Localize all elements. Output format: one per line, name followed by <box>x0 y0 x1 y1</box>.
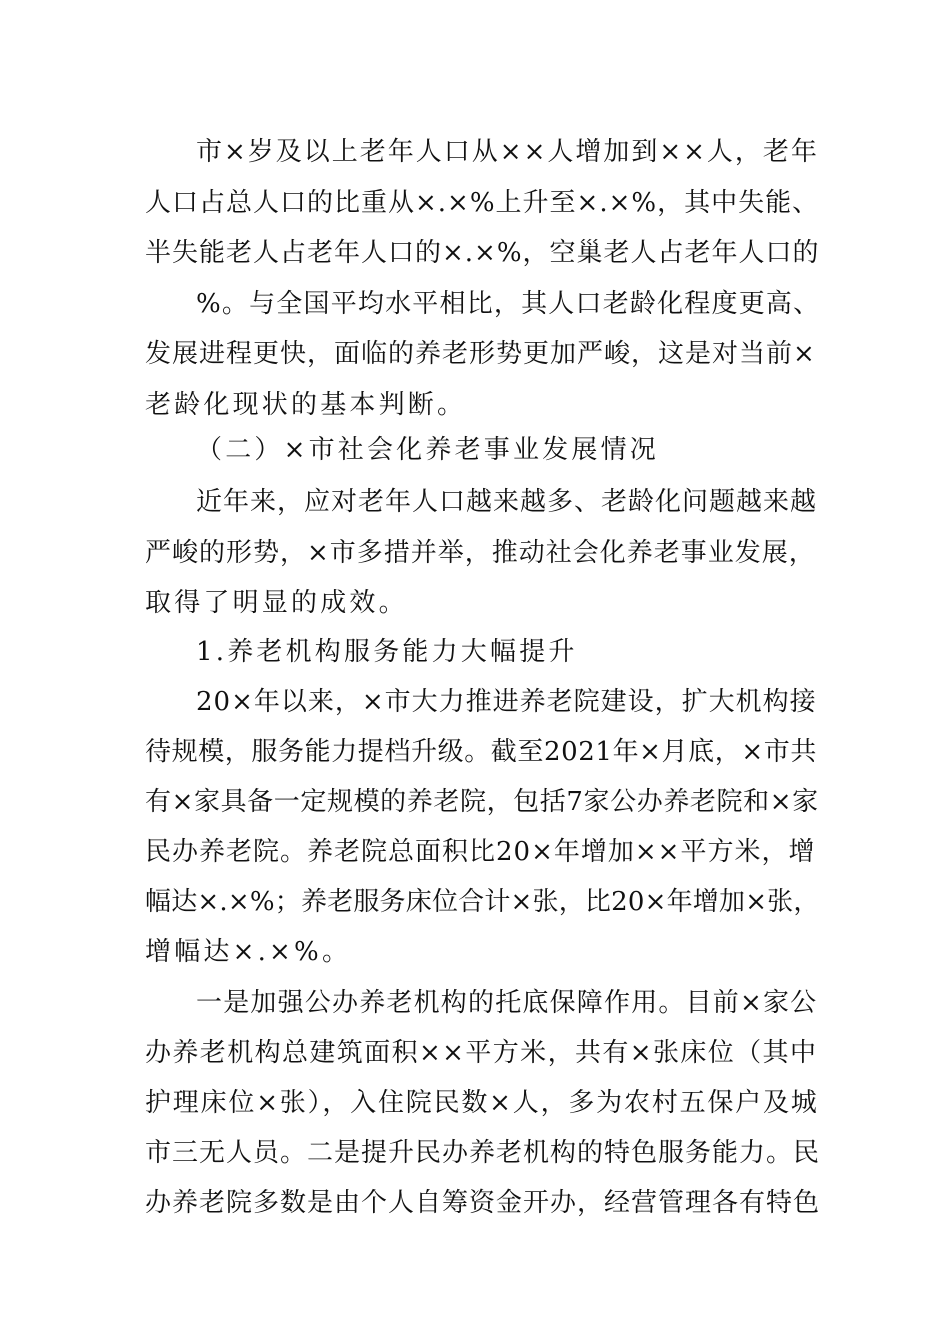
text-line: 民办养老院。养老院总面积比20×年增加××平方米，增 <box>145 837 816 867</box>
subsection-heading: 1.养老机构服务能力大幅提升 <box>196 637 578 667</box>
text-line: %。与全国平均水平相比，其人口老龄化程度更高、 <box>196 289 821 319</box>
text-line: 市三无人员。二是提升民办养老机构的特色服务能力。民 <box>145 1138 821 1168</box>
text-line: 严峻的形势，×市多措并举，推动社会化养老事业发展， <box>145 538 816 568</box>
text-line: 待规模，服务能力提档升级。截至2021年×月底，×市共 <box>145 737 817 767</box>
text-line: 取得了明显的成效。 <box>145 588 408 618</box>
text-line: 市×岁及以上老年人口从××人增加到××人，老年 <box>196 137 819 167</box>
text-line: 老龄化现状的基本判断。 <box>145 390 467 420</box>
text-line: 发展进程更快，面临的养老形势更加严峻，这是对当前× <box>145 339 816 369</box>
text-line: 幅达×.×%；养老服务床位合计×张，比20×年增加×张， <box>145 887 820 917</box>
text-line: 一是加强公办养老机构的托底保障作用。目前×家公 <box>196 988 818 1018</box>
text-line: 近年来，应对老年人口越来越多、老龄化问题越来越 <box>196 487 818 517</box>
section-heading: （二）×市社会化养老事业发展情况 <box>196 435 659 465</box>
text-line: 办养老院多数是由个人自筹资金开办，经营管理各有特色 <box>145 1188 821 1218</box>
text-line: 增幅达×.×%。 <box>145 937 352 967</box>
text-line: 半失能老人占老年人口的×.×%，空巢老人占老年人口的 <box>145 238 820 268</box>
text-line: 20×年以来，×市大力推进养老院建设，扩大机构接 <box>196 687 817 717</box>
text-line: 人口占总人口的比重从×.×%上升至×.×%，其中失能、 <box>145 188 820 218</box>
text-line: 办养老机构总建筑面积××平方米，共有×张床位（其中 <box>145 1038 818 1068</box>
text-line: 有×家具备一定规模的养老院，包括7家公办养老院和×家 <box>145 787 819 817</box>
text-line: 护理床位×张），入住院民数×人，多为农村五保户及城 <box>145 1088 819 1118</box>
